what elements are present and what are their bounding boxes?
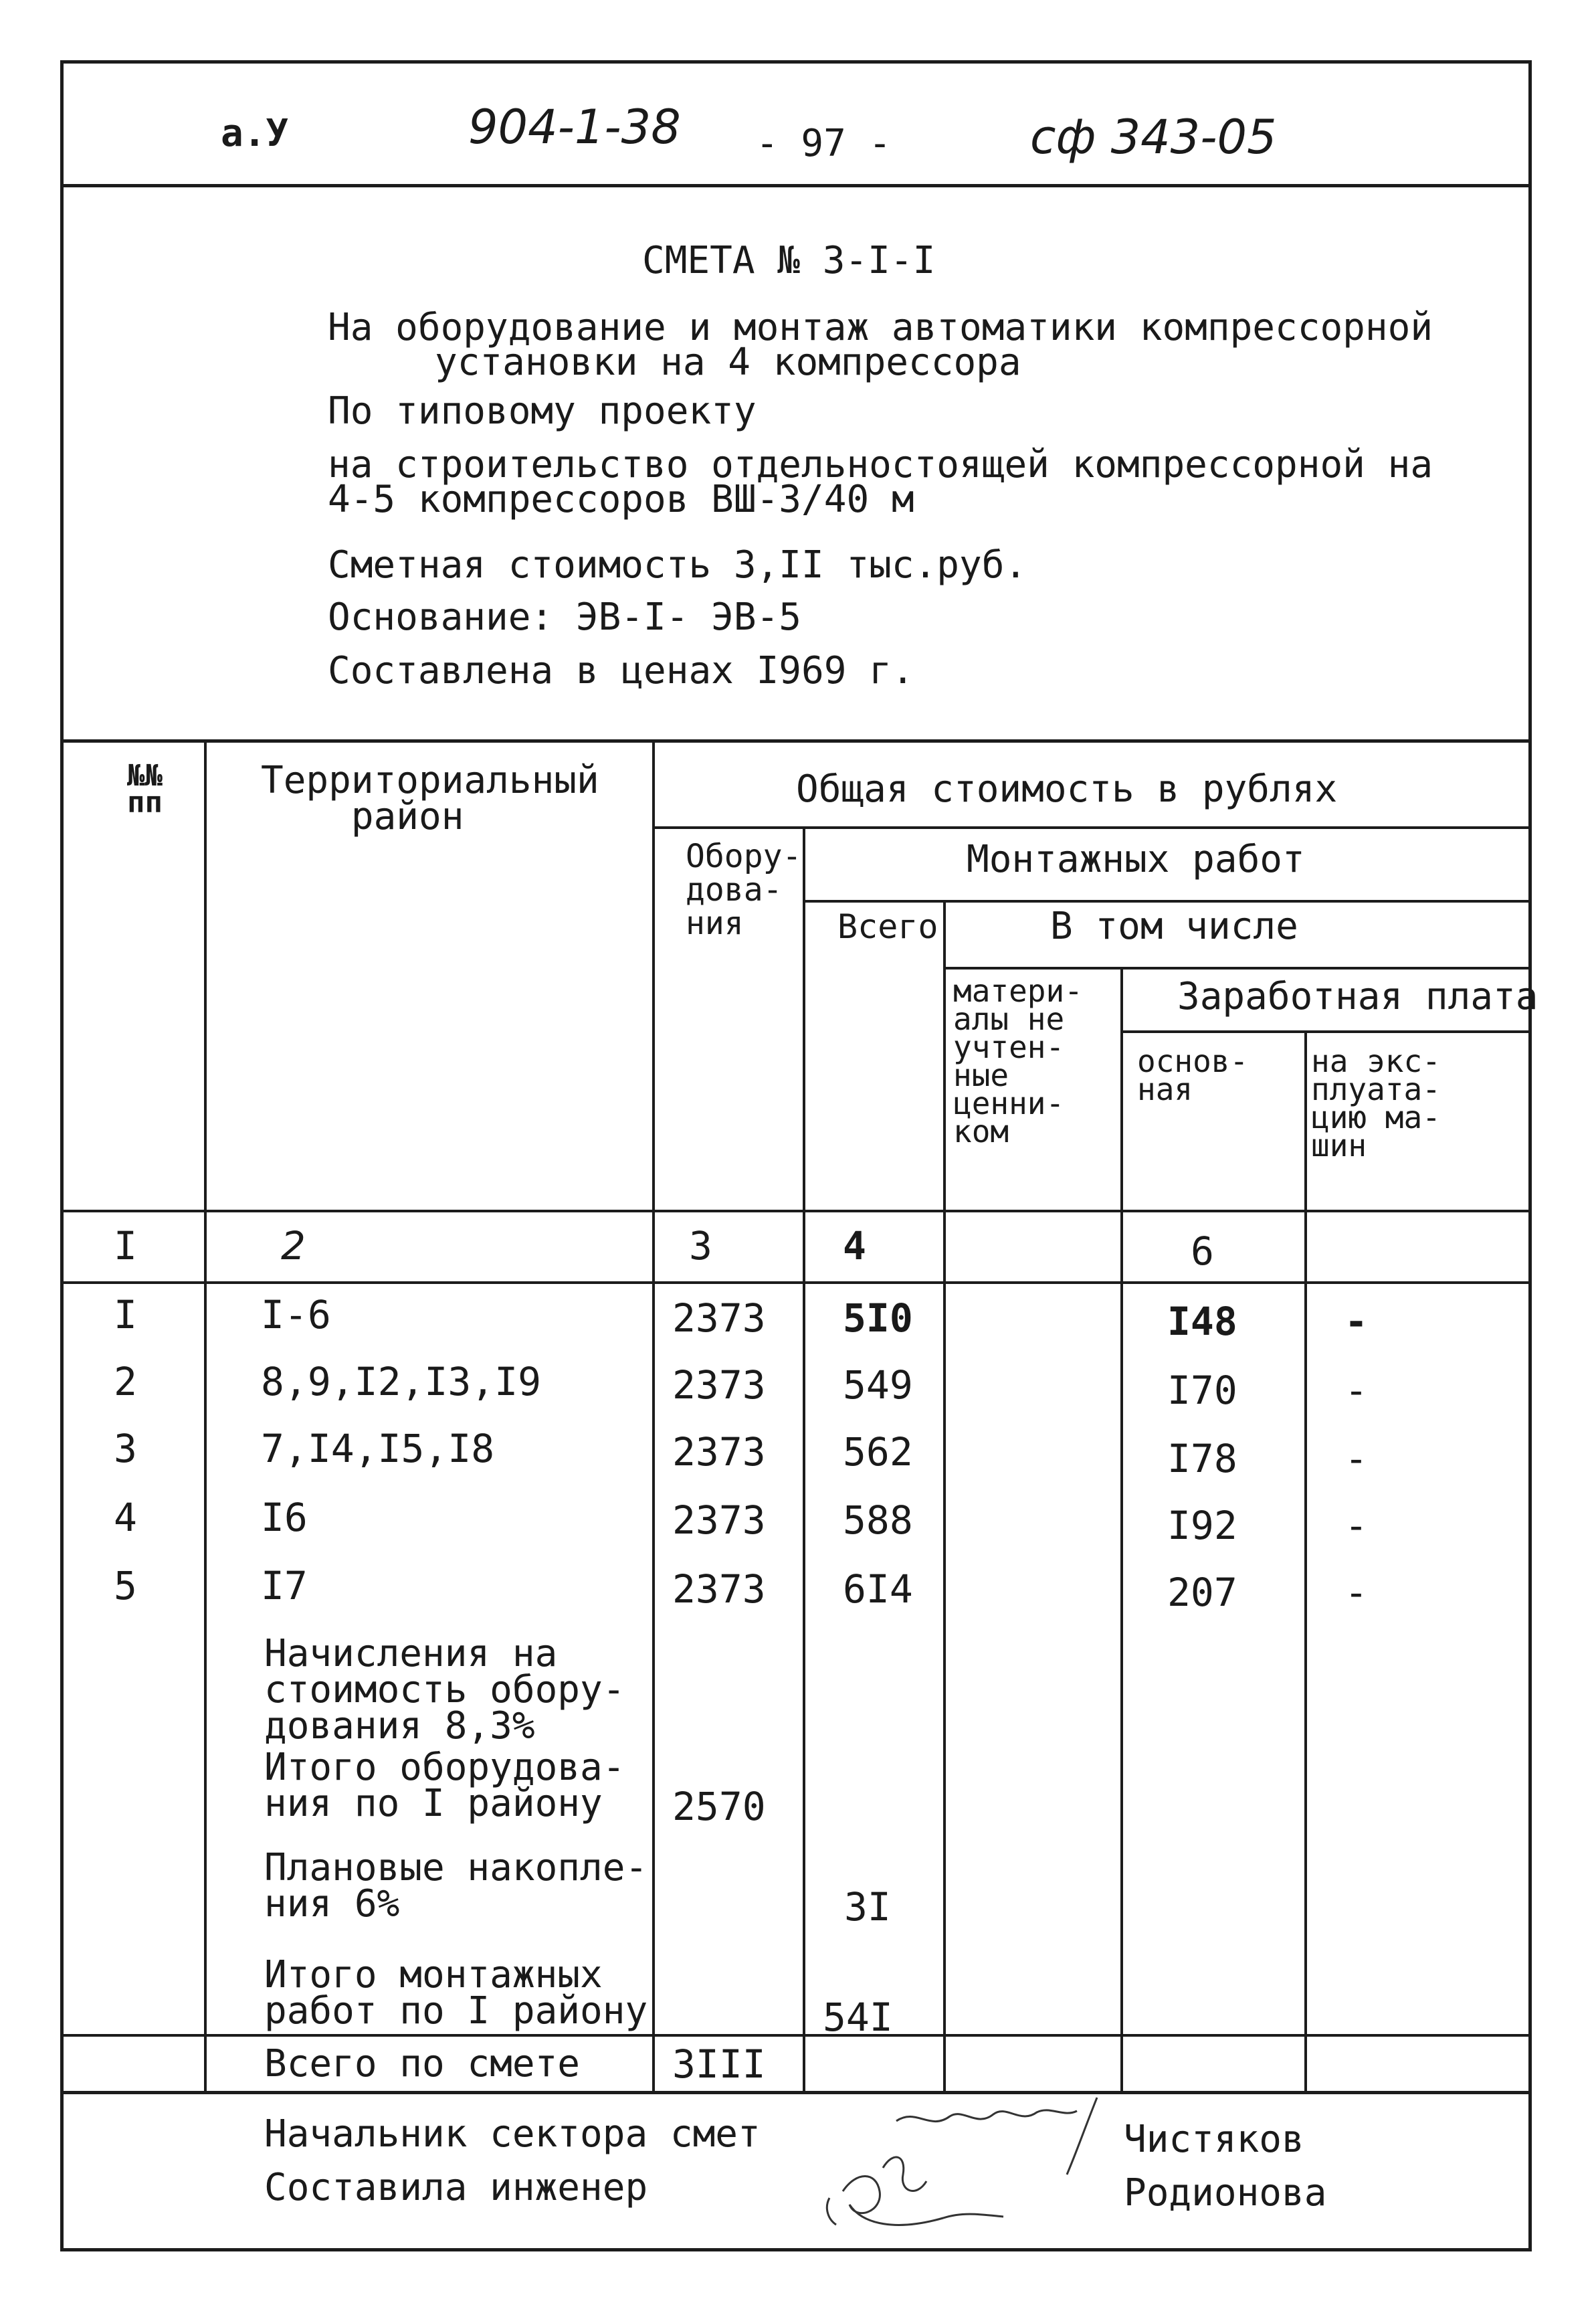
row5-num: 5 <box>114 1563 137 1608</box>
row4-region: I6 <box>261 1495 308 1540</box>
header-basic: основ- ная <box>1137 1043 1249 1107</box>
header-machines: на экс- плуата- цию ма- шин <box>1311 1043 1441 1164</box>
doc-line3b: 4-5 компрессоров ВШ-3/40 м <box>328 478 914 521</box>
row4-num: 4 <box>114 1495 137 1540</box>
doc-prices: Составлена в ценах I969 г. <box>328 649 914 693</box>
vline-4 <box>943 900 946 2091</box>
equipment-total-label: Итого оборудова- ния по I району <box>264 1746 625 1825</box>
handwritten-signature <box>763 2091 1137 2245</box>
header-total-cost: Общая стоимость в рублях <box>796 767 1338 811</box>
planned-value: 3I <box>844 1884 891 1930</box>
grand-total-value: 3III <box>672 2041 766 2087</box>
row2-machines: - <box>1344 1368 1368 1413</box>
header-materials: матери- алы не учтен- ные ценни- ком <box>953 973 1083 1149</box>
row5-equipment: 2373 <box>672 1566 766 1612</box>
table-top-line <box>60 739 1532 743</box>
header-region: Территориальный район <box>261 759 599 838</box>
row4-machines: - <box>1344 1503 1368 1548</box>
frame-left <box>60 60 64 2251</box>
charges-label: Начисления на стоимость обору- дования 8,3% <box>264 1632 625 1748</box>
hline-colnums-top <box>64 1210 1528 1212</box>
frame-right <box>1528 60 1532 2251</box>
row3-region: 7,I4,I5,I8 <box>261 1426 495 1471</box>
row4-equipment: 2373 <box>672 1497 766 1543</box>
mount-total-label: Итого монтажных работ по I району <box>264 1953 648 2033</box>
row2-region: 8,9,I2,I3,I9 <box>261 1359 542 1404</box>
row2-num: 2 <box>114 1359 137 1404</box>
row1-basic: I48 <box>1167 1299 1237 1344</box>
row1-equipment: 2373 <box>672 1295 766 1341</box>
hline-incl <box>943 967 1528 970</box>
signature-name-1: Чистяков <box>1124 2118 1304 2161</box>
hline-mount <box>803 900 1528 903</box>
project-number: 904-1-38 <box>468 100 681 155</box>
header-divider <box>60 184 1532 187</box>
code-left: а.У <box>221 112 289 155</box>
row1-num: I <box>114 1292 137 1337</box>
signature-role-1: Начальник сектора смет <box>264 2112 761 2156</box>
row5-all: 6I4 <box>843 1566 913 1612</box>
frame-bottom <box>60 2248 1532 2251</box>
row2-all: 549 <box>843 1362 913 1408</box>
hline-total <box>652 826 1528 829</box>
doc-title: СМЕТА № 3-I-I <box>642 239 936 282</box>
row1-machines: - <box>1344 1299 1368 1344</box>
row3-all: 562 <box>843 1429 913 1475</box>
doc-basis: Основание: ЭВ-I- ЭВ-5 <box>328 595 802 639</box>
vline-5 <box>1120 967 1123 2091</box>
vline-1 <box>204 739 207 2091</box>
header-equipment: Обору- дова- ния <box>686 838 802 942</box>
row1-region: I-6 <box>261 1292 331 1337</box>
doc-line2: По типовому проекту <box>328 389 757 433</box>
header-all: Всего <box>837 907 938 946</box>
page-number: - 97 - <box>756 122 892 165</box>
hline-wage <box>1120 1030 1528 1033</box>
row3-basic: I78 <box>1167 1436 1237 1481</box>
header-incl: В том числе <box>1050 905 1298 948</box>
grand-total-label: Всего по смете <box>264 2042 581 2086</box>
hline-grand-top <box>64 2034 1528 2037</box>
planned-label: Плановые накопле- ния 6% <box>264 1846 648 1926</box>
colnum-4: 4 <box>843 1223 866 1269</box>
row1-all: 5I0 <box>843 1295 913 1341</box>
row3-num: 3 <box>114 1426 137 1471</box>
vline-3 <box>803 826 805 2091</box>
row4-all: 588 <box>843 1497 913 1543</box>
equipment-total-value: 2570 <box>672 1784 766 1829</box>
row3-machines: - <box>1344 1436 1368 1481</box>
row2-basic: I70 <box>1167 1368 1237 1413</box>
vline-6 <box>1304 1030 1307 2091</box>
colnum-2: 2 <box>281 1223 306 1269</box>
mount-total-value: 54I <box>823 1995 893 2040</box>
header-wage: Заработная плата <box>1177 975 1538 1018</box>
doc-line1a: На оборудование и монтаж автоматики компрессорной <box>328 306 1433 349</box>
colnum-3: 3 <box>689 1223 712 1269</box>
doc-line1b: установки на 4 компрессора <box>435 341 1021 384</box>
row3-equipment: 2373 <box>672 1429 766 1475</box>
hline-colnums-bottom <box>64 1281 1528 1284</box>
row5-basic: 207 <box>1167 1570 1237 1615</box>
header-num: №№ пп <box>127 759 163 820</box>
colnum-1: I <box>114 1223 137 1269</box>
row5-region: I7 <box>261 1563 308 1608</box>
frame-top <box>60 60 1532 64</box>
colnum-6: 6 <box>1191 1228 1214 1274</box>
row4-basic: I92 <box>1167 1503 1237 1548</box>
doc-line3a: на строительство отдельностоящей компрессорной на <box>328 443 1433 486</box>
signature-role-2: Составила инженер <box>264 2166 648 2209</box>
row2-equipment: 2373 <box>672 1362 766 1408</box>
vline-2 <box>652 739 655 2091</box>
code-right: сф 343-05 <box>1030 110 1277 165</box>
doc-cost: Сметная стоимость 3,II тыс.руб. <box>328 543 1027 587</box>
header-mounting: Монтажных работ <box>967 838 1305 881</box>
signature-name-2: Родионова <box>1124 2171 1327 2215</box>
row5-machines: - <box>1344 1570 1368 1615</box>
